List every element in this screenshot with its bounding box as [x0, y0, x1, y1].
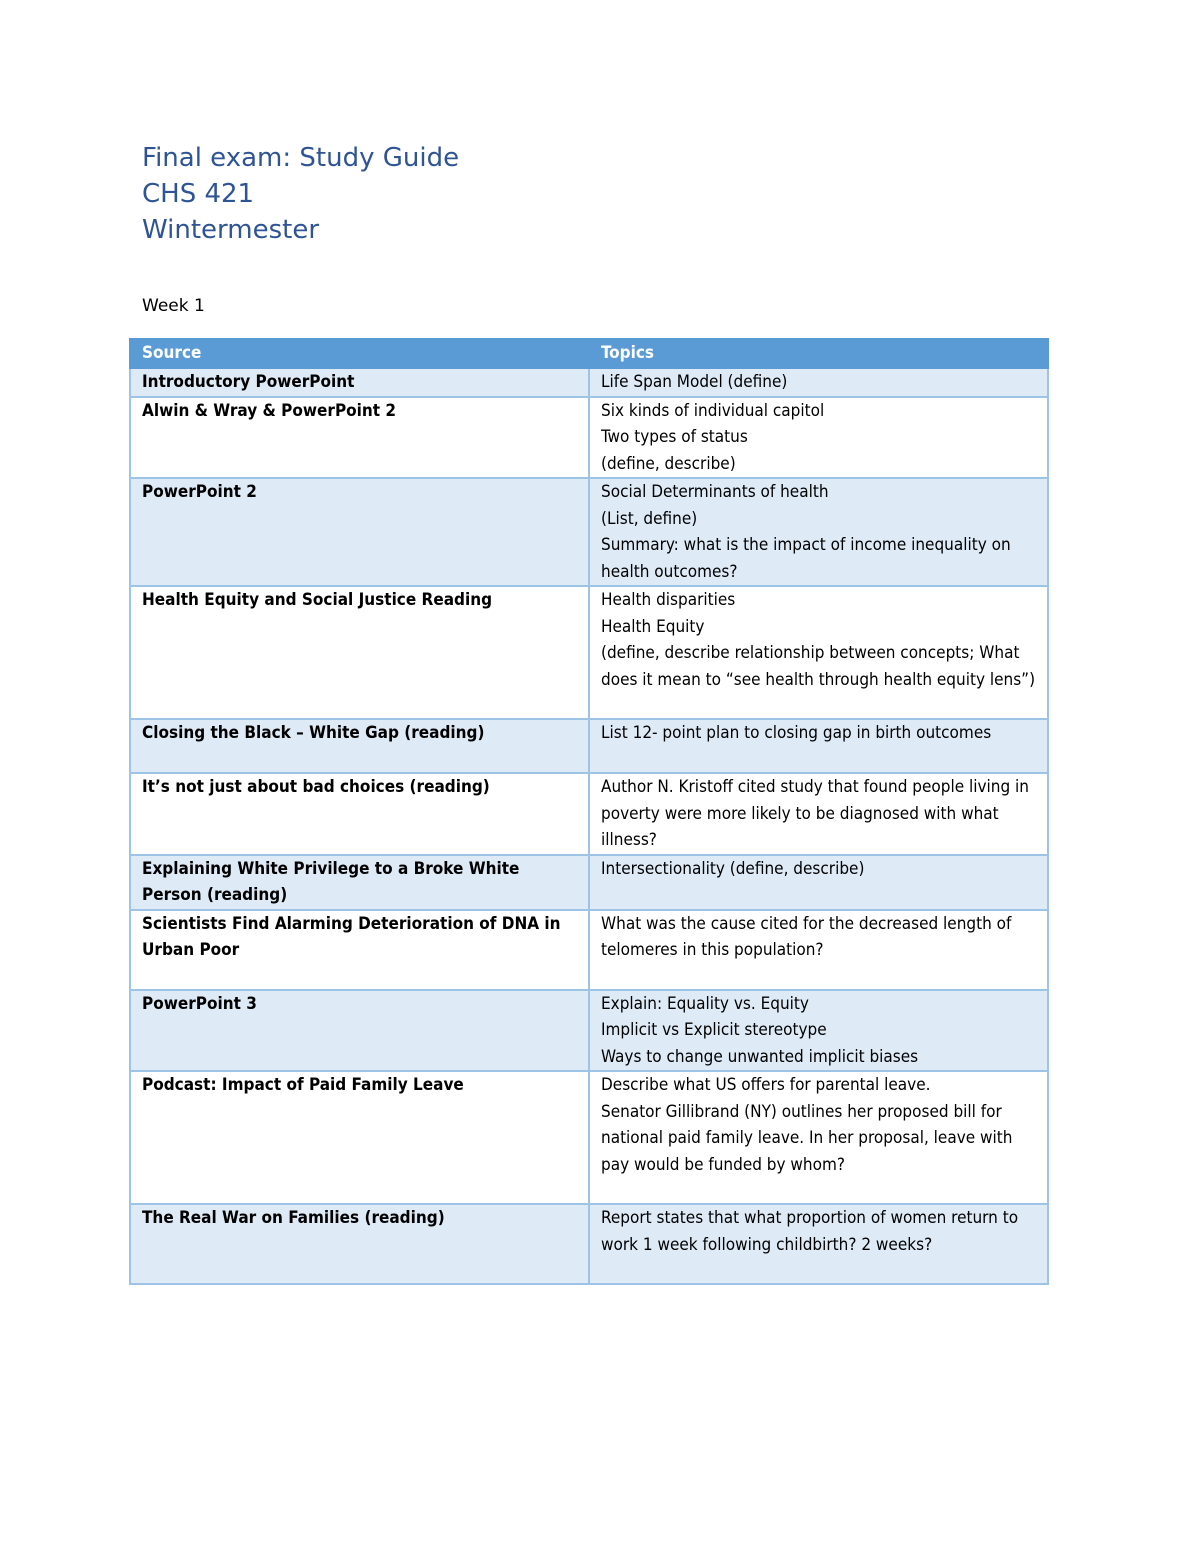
source-cell: Scientists Find Alarming Deterioration of DNA in Urban Poor — [130, 910, 589, 990]
topic-line: What was the cause cited for the decreased length of telomeres in this population? — [601, 913, 1012, 960]
topic-line: Describe what US offers for parental leave. — [601, 1075, 931, 1095]
topics-cell — [589, 368, 1048, 397]
week-label: Week 1 — [142, 296, 205, 316]
table-row — [130, 586, 1048, 719]
heading-course: CHS 421 — [142, 179, 255, 209]
topic-line: Report states that what proportion of women return to work 1 week following childbirth? 2 weeks? — [601, 1208, 1019, 1255]
table-row — [130, 910, 1048, 990]
table-row — [130, 397, 1048, 479]
topics-cell — [589, 910, 1048, 990]
header-topics: Topics — [589, 339, 1048, 368]
heading-title: Final exam: Study Guide — [142, 143, 460, 173]
table-row — [130, 773, 1048, 855]
document-heading — [142, 140, 459, 248]
source-cell: PowerPoint 3 — [130, 990, 589, 1072]
topic-line: Social Determinants of health — [601, 482, 829, 502]
source-cell: Podcast: Impact of Paid Family Leave — [130, 1071, 589, 1204]
topic-line: Health disparities — [601, 590, 736, 610]
heading-term: Wintermester — [142, 215, 320, 245]
topic-line: Six kinds of individual capitol — [601, 400, 825, 421]
source-cell: Explaining White Privilege to a Broke White Person (reading) — [130, 855, 589, 910]
topics-cell — [589, 586, 1048, 719]
topics-cell — [589, 397, 1048, 479]
source-cell: PowerPoint 2 — [130, 478, 589, 586]
source-cell: It’s not just about bad choices (reading) — [130, 773, 589, 855]
topic-line: Health Equity — [601, 616, 705, 637]
topic-line: Ways to change unwanted implicit biases — [601, 1046, 919, 1067]
source-cell: Health Equity and Social Justice Reading — [130, 586, 589, 719]
topics-cell — [589, 1071, 1048, 1204]
table-row — [130, 368, 1048, 397]
table-row — [130, 1071, 1048, 1204]
topics-cell — [589, 990, 1048, 1072]
header-source: Source — [130, 339, 589, 368]
topic-line: Explain: Equality vs. Equity — [601, 993, 809, 1014]
table-row — [130, 990, 1048, 1072]
source-cell: Alwin & Wray & PowerPoint 2 — [130, 397, 589, 479]
topic-line: Summary: what is the impact of income inequality on health outcomes? — [601, 535, 1011, 582]
table-header-row — [130, 339, 1048, 368]
topic-line: Senator Gillibrand (NY) outlines her proposed bill for national paid family leave. In her proposal, leave with pay would be funded by whom? — [601, 1101, 1013, 1175]
topics-cell — [589, 719, 1048, 773]
table-row — [130, 1204, 1048, 1284]
topic-line: (List, define) — [601, 508, 698, 529]
table-row — [130, 719, 1048, 773]
source-cell: Closing the Black – White Gap (reading) — [130, 719, 589, 773]
topics-cell — [589, 478, 1048, 586]
topic-line: Intersectionality (define, describe) — [601, 858, 865, 879]
topic-line: Two types of status — [601, 427, 748, 447]
study-guide-table — [129, 338, 1049, 1285]
topic-line: Implicit vs Explicit stereotype — [601, 1020, 827, 1040]
topic-line: (define, describe relationship between concepts; What does it mean to “see health through health equity lens”) — [601, 643, 1036, 690]
topic-line: Author N. Kristoff cited study that found people living in poverty were more likely to be diagnosed with what illness? — [601, 777, 1029, 850]
table-row — [130, 855, 1048, 910]
topic-line: (define, describe) — [601, 453, 736, 474]
topics-cell — [589, 773, 1048, 855]
topics-cell — [589, 1204, 1048, 1284]
table-row — [130, 478, 1048, 586]
topic-line: List 12- point plan to closing gap in birth outcomes — [601, 723, 992, 743]
source-cell: Introductory PowerPoint — [130, 368, 589, 397]
source-cell: The Real War on Families (reading) — [130, 1204, 589, 1284]
topic-line: Life Span Model (define) — [601, 372, 788, 392]
topics-cell — [589, 855, 1048, 910]
